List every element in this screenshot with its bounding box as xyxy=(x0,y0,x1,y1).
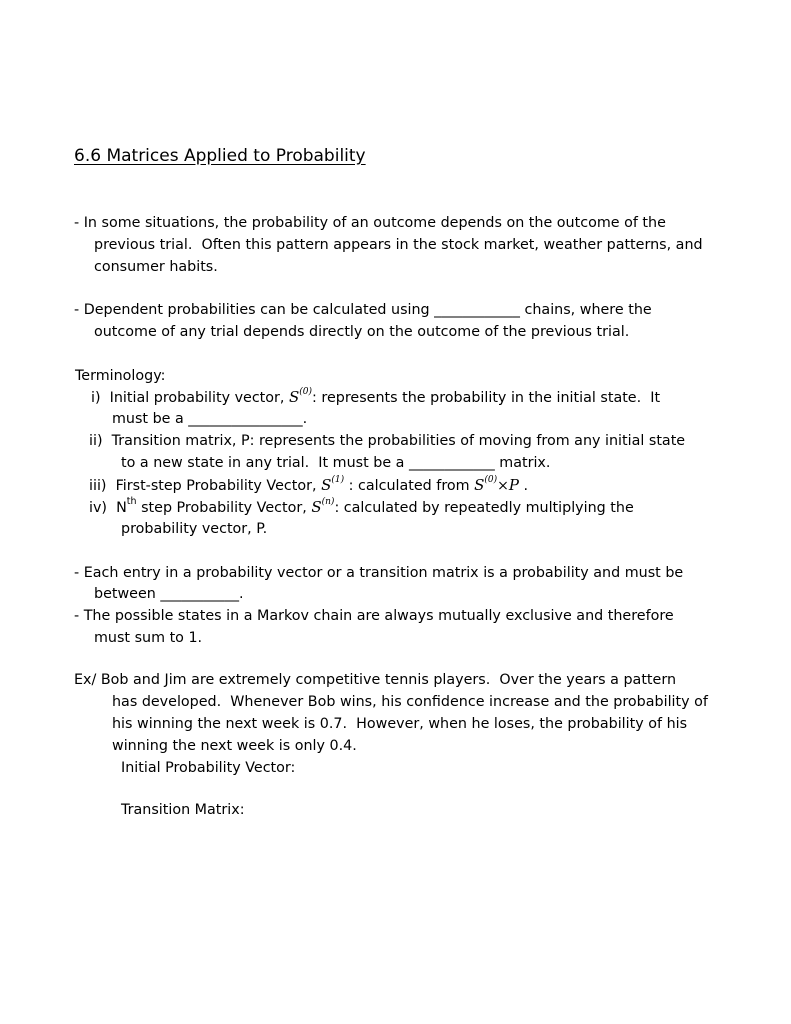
term-iv-line-1: iv) $N^{th}$ step Probability Vector, $S^{(n)}$: calculated by repeatedly multiplying the xyxy=(89,496,634,516)
example-line-1: Ex/ Bob and Jim are extremely competitive tennis players. Over the years a pattern xyxy=(74,672,677,688)
term-iv-line-2: probability vector, P. xyxy=(121,521,268,537)
intro-line-2: previous trial. Often this pattern appears in the stock market, weather patterns, and xyxy=(94,237,703,253)
term-i-line-2: must be a ________________. xyxy=(112,411,308,427)
initial-vector-label: Initial Probability Vector: xyxy=(121,760,296,776)
example-line-3: his winning the next week is 0.7. However, when he loses, the probability of his xyxy=(112,716,688,732)
intro-line-1: - In some situations, the probability of an outcome depends on the outcome of the xyxy=(74,215,666,231)
entries-line-3: - The possible states in a Markov chain are always mutually exclusive and therefore xyxy=(74,608,674,624)
example-line-2: has developed. Whenever Bob wins, his confidence increase and the probability of xyxy=(112,694,708,710)
transition-matrix-label: Transition Matrix: xyxy=(121,802,245,818)
markov-line-1: - Dependent probabilities can be calculated using ____________ chains, where the xyxy=(74,302,652,318)
page-title: 6.6 Matrices Applied to Probability xyxy=(74,146,366,166)
term-iii-line: iii) First-step Probability Vector, $S^{(1)}$ : calculated from $S^{(0)}\times P$ . xyxy=(89,475,529,494)
term-i-line-1: i) Initial probability vector, $S^{(0)}$: represents the probability in the initial state. It xyxy=(91,387,661,406)
intro-line-3: consumer habits. xyxy=(94,259,218,275)
entries-line-1: - Each entry in a probability vector or a transition matrix is a probability and must be xyxy=(74,565,684,581)
entries-line-2: between ___________. xyxy=(94,586,244,602)
markov-line-2: outcome of any trial depends directly on the outcome of the previous trial. xyxy=(94,324,630,340)
term-ii-line-2: to a new state in any trial. It must be a ____________ matrix. xyxy=(121,455,551,471)
terminology-heading: Terminology: xyxy=(75,368,166,384)
term-ii-line-1: ii) Transition matrix, P: represents the probabilities of moving from any initial state xyxy=(89,433,686,449)
example-line-4: winning the next week is only 0.4. xyxy=(112,738,357,754)
entries-line-4: must sum to 1. xyxy=(94,630,203,646)
